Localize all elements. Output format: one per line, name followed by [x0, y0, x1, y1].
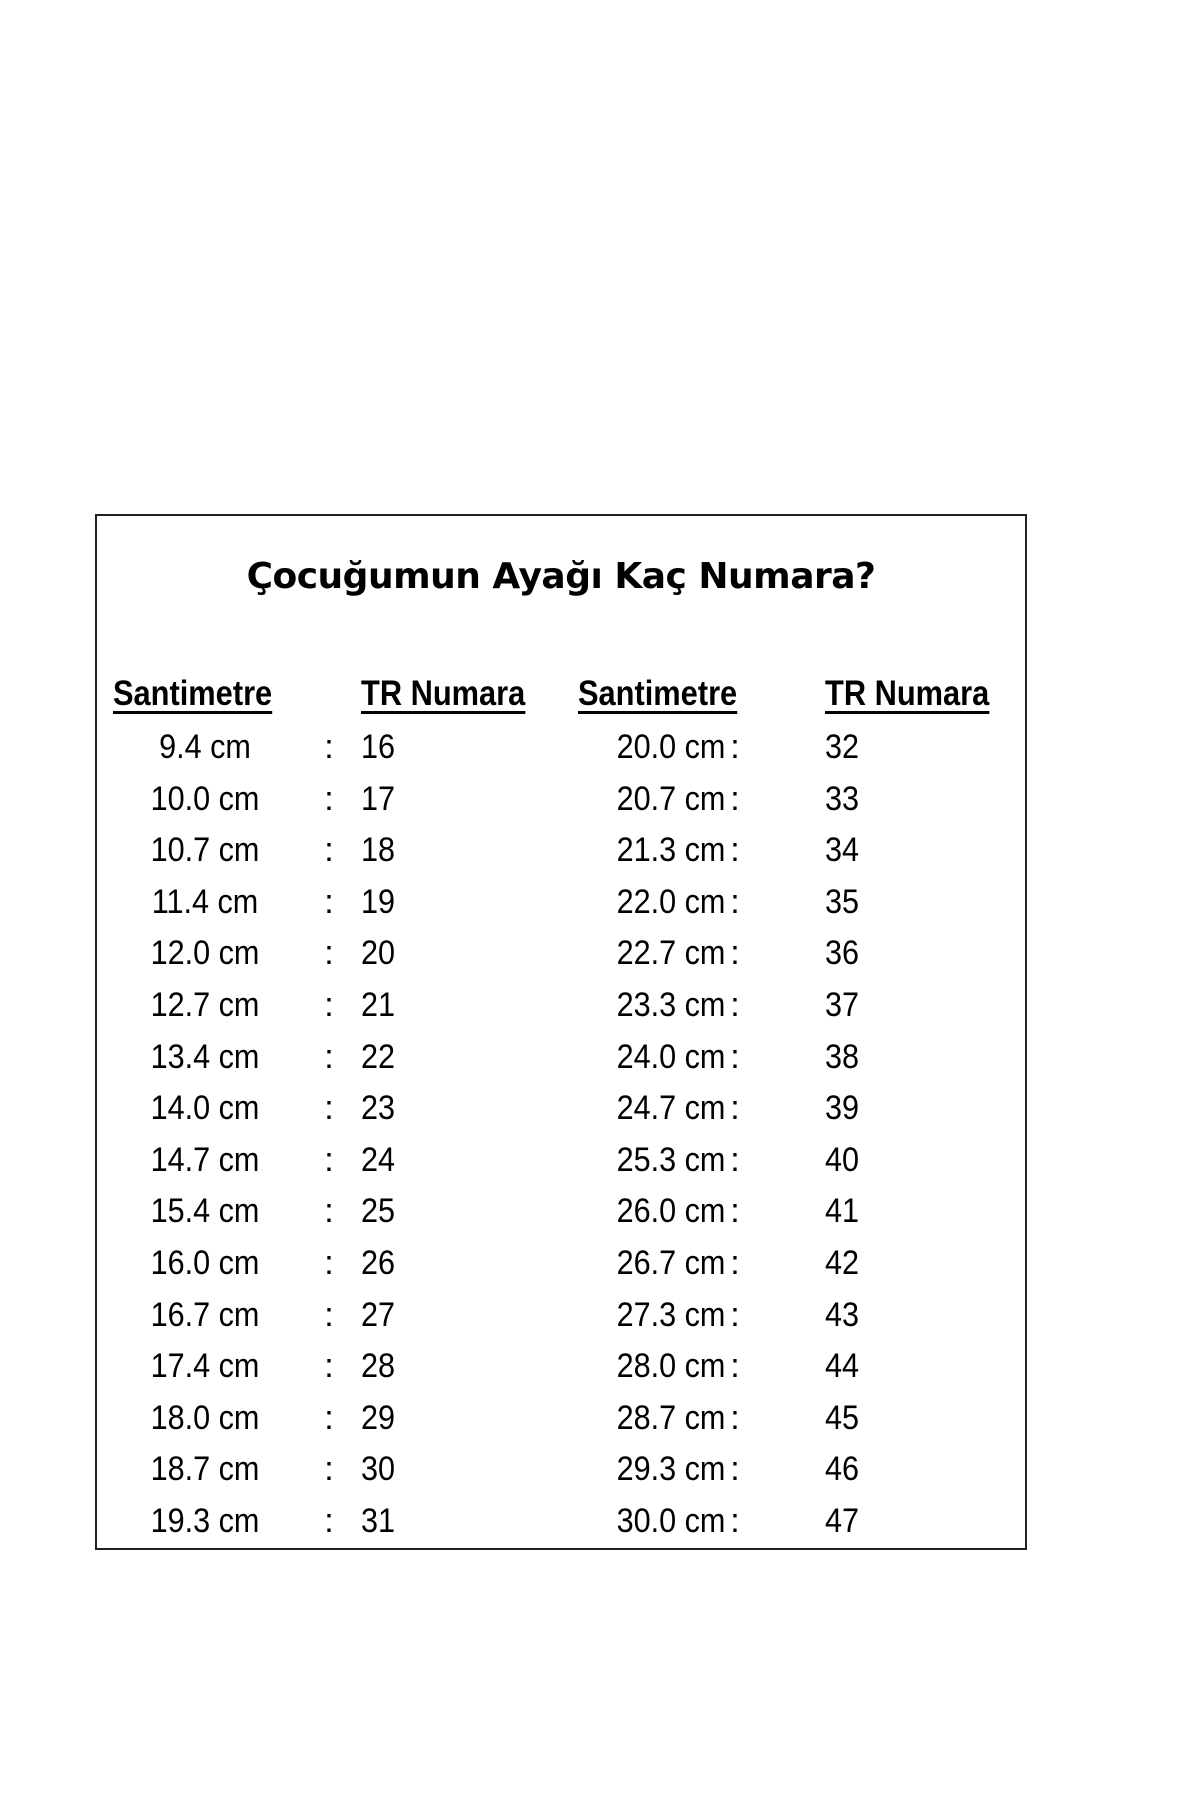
- separator: :: [730, 1450, 740, 1489]
- cm-value: 27.3 cm: [616, 1295, 726, 1334]
- separator: :: [730, 1244, 740, 1282]
- table-row: [97, 1450, 1025, 1501]
- table-row: [97, 780, 1025, 831]
- tr-size: 41: [825, 1192, 860, 1231]
- cm-value: 10.0 cm: [150, 779, 260, 818]
- separator: :: [730, 934, 740, 973]
- tr-size: 17: [361, 779, 396, 818]
- tr-size: 34: [825, 831, 860, 870]
- separator: :: [730, 728, 740, 766]
- separator: :: [324, 934, 334, 973]
- cm-value: 20.0 cm: [616, 728, 726, 766]
- tr-size: 44: [825, 1347, 860, 1386]
- separator: :: [730, 882, 740, 921]
- table-row: [97, 1038, 1025, 1089]
- separator: :: [730, 1398, 740, 1437]
- tr-size: 21: [361, 986, 396, 1024]
- cm-value: 14.7 cm: [150, 1140, 260, 1179]
- separator: :: [324, 1295, 334, 1334]
- cm-value: 26.0 cm: [616, 1192, 726, 1231]
- separator: :: [324, 779, 334, 818]
- cm-value: 12.0 cm: [150, 934, 260, 973]
- tr-size: 39: [825, 1089, 860, 1128]
- tr-size: 28: [361, 1347, 396, 1386]
- separator: :: [324, 831, 334, 870]
- tr-size: 35: [825, 882, 860, 921]
- tr-size: 36: [825, 934, 860, 973]
- separator: :: [324, 1140, 334, 1179]
- tr-size: 40: [825, 1140, 860, 1179]
- table-row: [97, 1244, 1025, 1295]
- separator: :: [730, 1089, 740, 1128]
- table-row: [97, 1502, 1025, 1553]
- cm-value: 16.0 cm: [150, 1244, 260, 1282]
- tr-size: 43: [825, 1295, 860, 1334]
- table-row: [97, 1192, 1025, 1243]
- tr-size: 19: [361, 882, 396, 921]
- tr-size: 18: [361, 831, 396, 870]
- cm-value: 29.3 cm: [616, 1450, 726, 1489]
- tr-size: 46: [825, 1450, 860, 1489]
- tr-size: 20: [361, 934, 396, 973]
- tr-size: 33: [825, 779, 860, 818]
- chart-title: Çocuğumun Ayağı Kaç Numara?: [246, 556, 876, 597]
- separator: :: [324, 1502, 334, 1540]
- cm-value: 22.7 cm: [616, 934, 726, 973]
- tr-size: 25: [361, 1192, 396, 1231]
- size-chart: [95, 514, 1027, 1550]
- cm-value: 28.7 cm: [616, 1398, 726, 1437]
- cm-value: 18.7 cm: [150, 1450, 260, 1489]
- header-tr-numara-right: TR Numara: [825, 674, 990, 713]
- cm-value: 17.4 cm: [150, 1347, 260, 1386]
- tr-size: 32: [825, 728, 860, 766]
- separator: :: [730, 1037, 740, 1076]
- table-row: [97, 1089, 1025, 1140]
- cm-value: 10.7 cm: [150, 831, 260, 870]
- separator: :: [324, 1192, 334, 1231]
- cm-value: 28.0 cm: [616, 1347, 726, 1386]
- table-row: [97, 934, 1025, 985]
- separator: :: [730, 1140, 740, 1179]
- tr-size: 30: [361, 1450, 396, 1489]
- separator: :: [324, 882, 334, 921]
- cm-value: 25.3 cm: [616, 1140, 726, 1179]
- table-row: [97, 1399, 1025, 1450]
- cm-value: 16.7 cm: [150, 1295, 260, 1334]
- tr-size: 29: [361, 1398, 396, 1437]
- separator: :: [730, 1295, 740, 1334]
- cm-value: 22.0 cm: [616, 882, 726, 921]
- separator: :: [324, 986, 334, 1024]
- cm-value: 12.7 cm: [150, 986, 260, 1024]
- cm-value: 24.7 cm: [616, 1089, 726, 1128]
- table-row: [97, 986, 1025, 1037]
- tr-size: 45: [825, 1398, 860, 1437]
- cm-value: 9.4 cm: [159, 728, 251, 766]
- cm-value: 21.3 cm: [616, 831, 726, 870]
- separator: :: [324, 1037, 334, 1076]
- cm-value: 19.3 cm: [150, 1502, 260, 1540]
- table-row: [97, 1347, 1025, 1398]
- cm-value: 26.7 cm: [616, 1244, 726, 1282]
- tr-size: 26: [361, 1244, 396, 1282]
- cm-value: 24.0 cm: [616, 1037, 726, 1076]
- header-santimetre-left: Santimetre: [113, 674, 273, 713]
- separator: :: [324, 1398, 334, 1437]
- cm-value: 20.7 cm: [616, 779, 726, 818]
- table-row: [97, 831, 1025, 882]
- tr-size: 16: [361, 728, 396, 766]
- separator: :: [324, 728, 334, 766]
- cm-value: 14.0 cm: [150, 1089, 260, 1128]
- cm-value: 18.0 cm: [150, 1398, 260, 1437]
- tr-size: 47: [825, 1502, 860, 1540]
- tr-size: 37: [825, 986, 860, 1024]
- separator: :: [730, 1347, 740, 1386]
- separator: :: [324, 1244, 334, 1282]
- tr-size: 38: [825, 1037, 860, 1076]
- cm-value: 11.4 cm: [151, 882, 259, 921]
- separator: :: [730, 831, 740, 870]
- tr-size: 23: [361, 1089, 396, 1128]
- separator: :: [730, 986, 740, 1024]
- cm-value: 30.0 cm: [616, 1502, 726, 1540]
- separator: :: [324, 1450, 334, 1489]
- cm-value: 23.3 cm: [616, 986, 726, 1024]
- tr-size: 31: [361, 1502, 396, 1540]
- tr-size: 22: [361, 1037, 396, 1076]
- separator: :: [730, 1502, 740, 1540]
- tr-size: 27: [361, 1295, 396, 1334]
- header-santimetre-right: Santimetre: [578, 674, 738, 713]
- table-row: [97, 1296, 1025, 1347]
- separator: :: [324, 1089, 334, 1128]
- table-row: [97, 728, 1025, 779]
- separator: :: [324, 1347, 334, 1386]
- cm-value: 15.4 cm: [150, 1192, 260, 1231]
- separator: :: [730, 779, 740, 818]
- separator: :: [730, 1192, 740, 1231]
- header-tr-numara-left: TR Numara: [361, 674, 526, 713]
- cm-value: 13.4 cm: [150, 1037, 260, 1076]
- tr-size: 24: [361, 1140, 396, 1179]
- tr-size: 42: [825, 1244, 860, 1282]
- table-row: [97, 1141, 1025, 1192]
- table-row: [97, 883, 1025, 934]
